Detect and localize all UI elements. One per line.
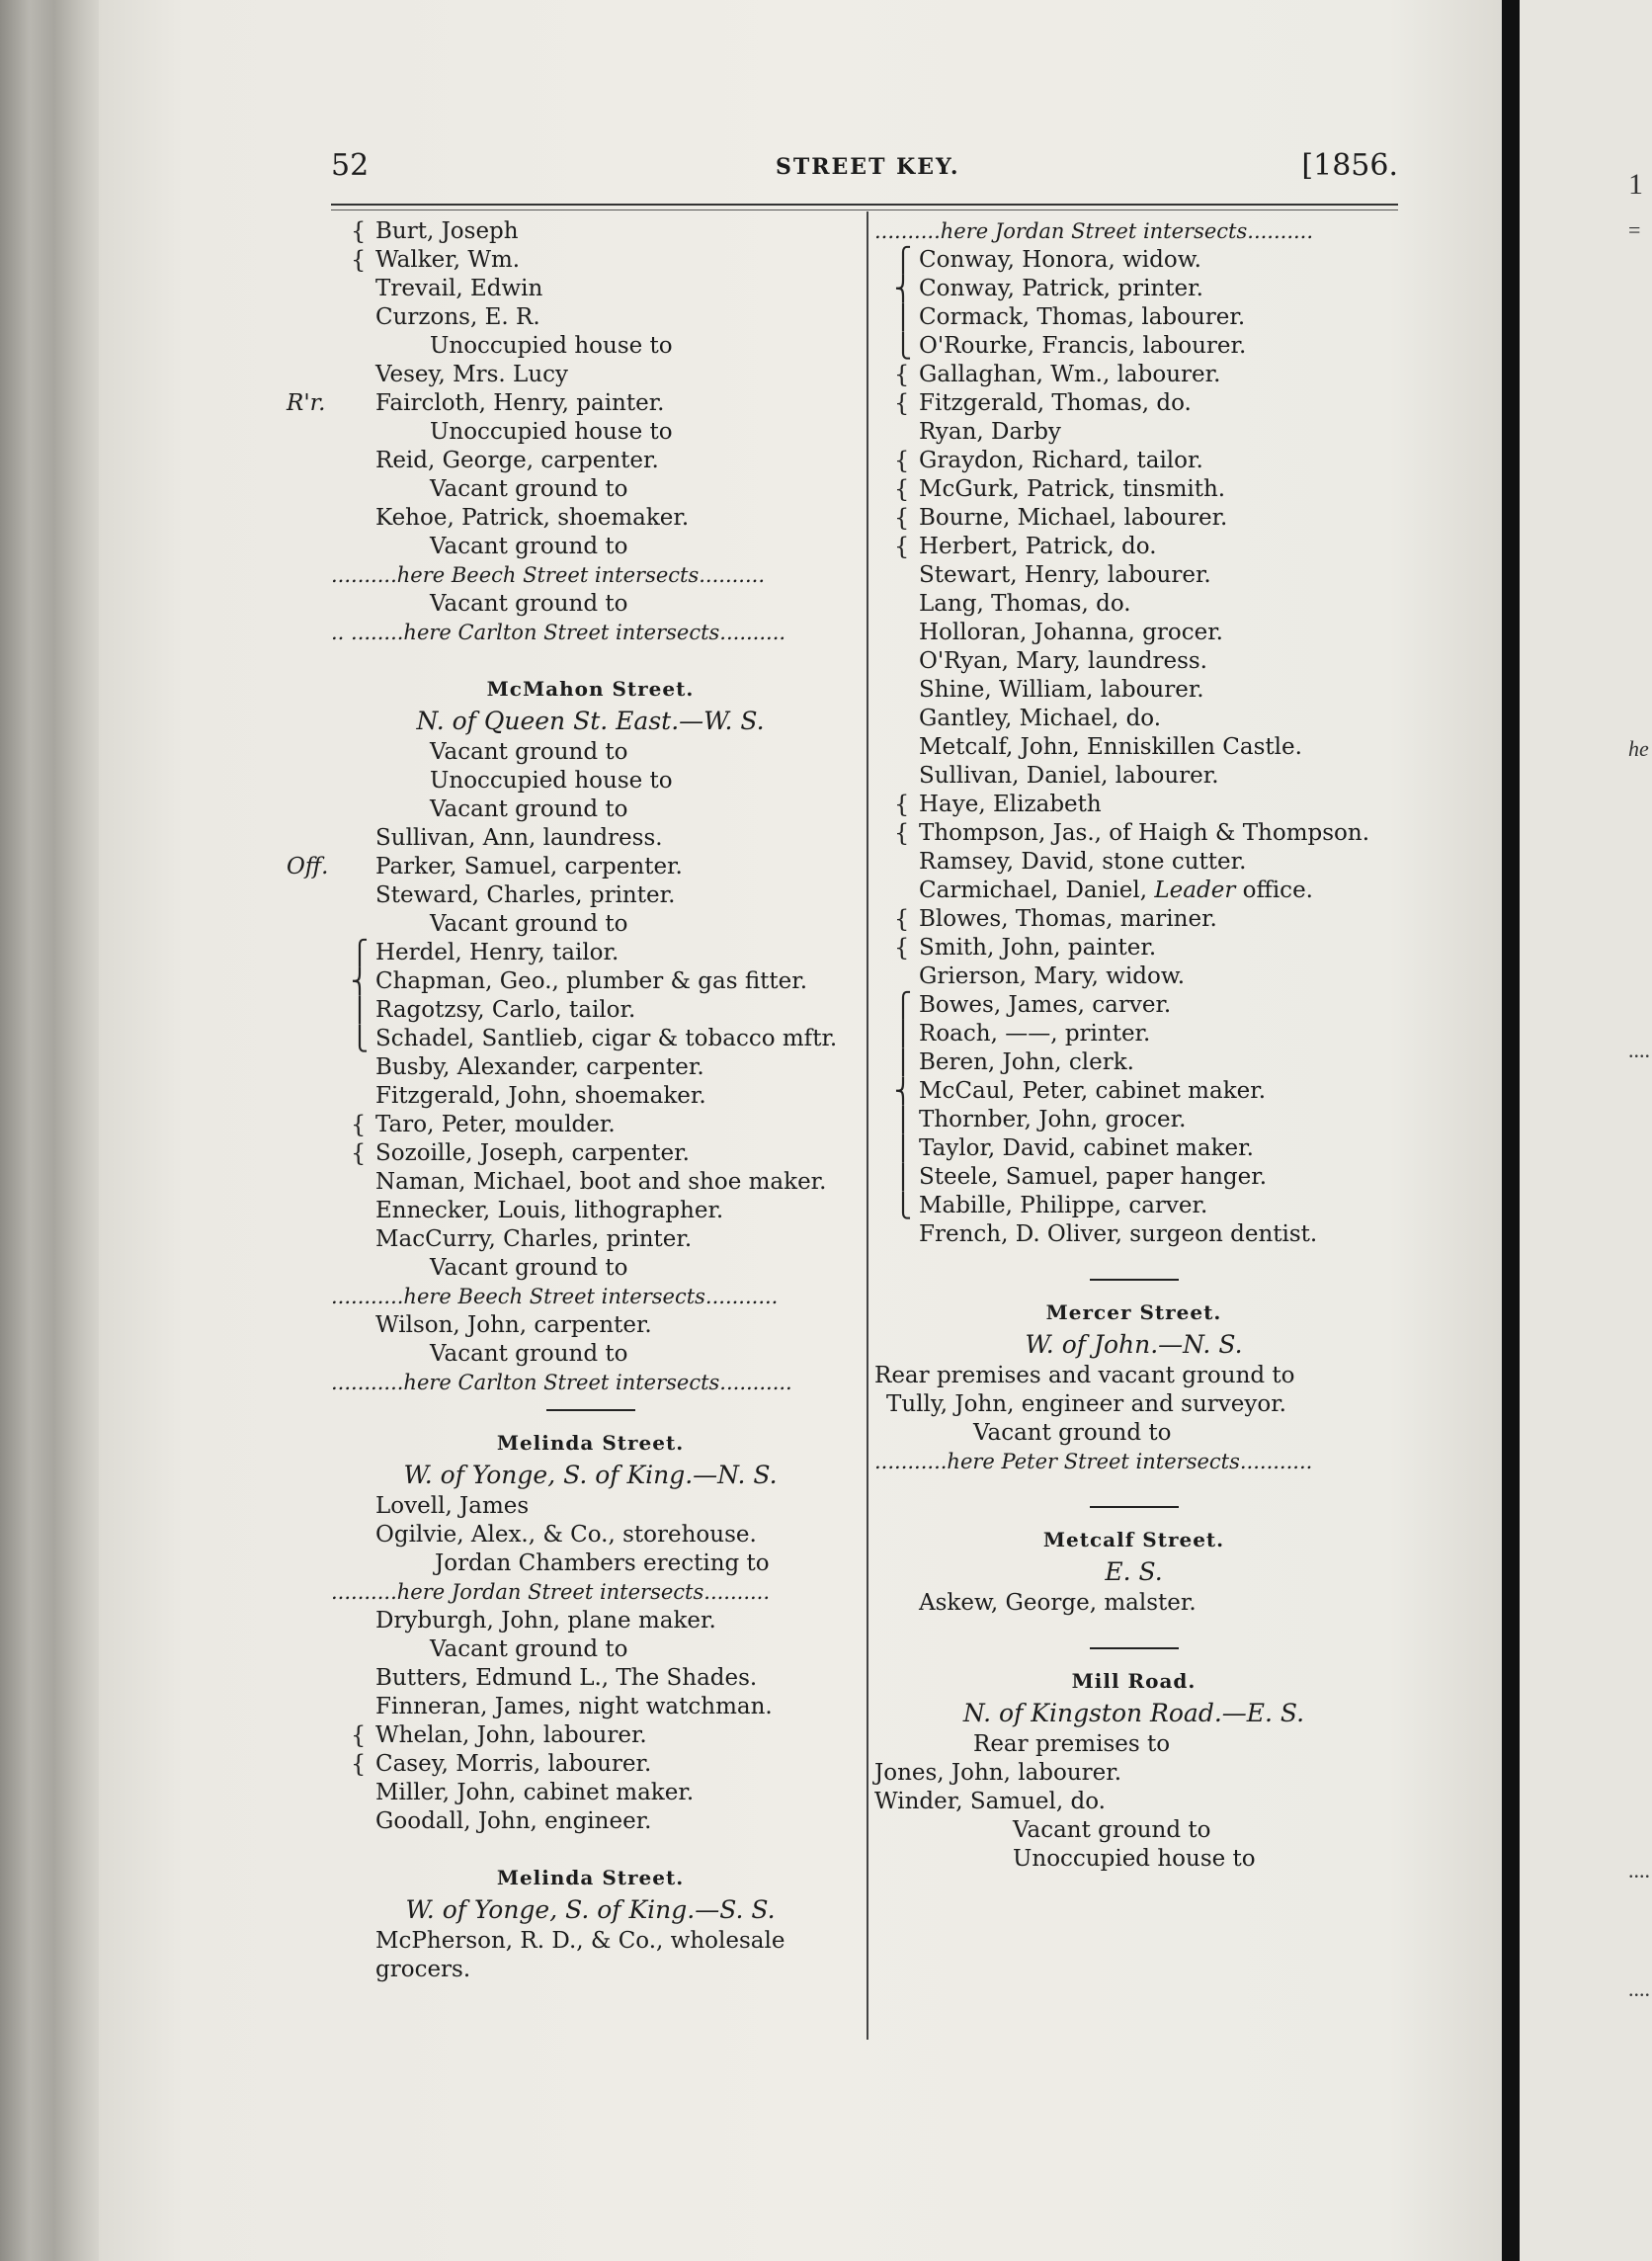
next-page-mark: = [1628, 217, 1641, 242]
entry-text: Whelan, John, labourer. [375, 1722, 647, 1748]
entry-text: Mill Road. [1071, 1669, 1197, 1693]
brace-mark: { [351, 217, 367, 245]
brace-mark: ⎪ [894, 1020, 912, 1047]
entry-text: Ogilvie, Alex., & Co., storehouse. [375, 1522, 757, 1548]
directory-entry [331, 1254, 850, 1283]
directory-entry [331, 447, 850, 475]
entry-text: Casey, Morris, labourer. [375, 1751, 652, 1777]
entry-text: Graydon, Richard, tailor. [919, 448, 1203, 473]
directory-entry [874, 1220, 1393, 1249]
directory-entry [331, 1779, 850, 1807]
page-header [331, 148, 1398, 188]
directory-entry [874, 991, 1393, 1020]
entry-text: N. of Kingston Road.—E. S. [962, 1699, 1305, 1727]
intersection-note [874, 1448, 1393, 1476]
directory-entry [874, 733, 1393, 762]
directory-entry [874, 1362, 1393, 1390]
entry-text: Grierson, Mary, widow. [919, 963, 1186, 989]
page-number: 52 [331, 148, 370, 183]
entry-text: Ramsey, David, stone cutter. [919, 849, 1247, 875]
directory-entry [874, 705, 1393, 733]
entry-text: Wilson, John, carpenter. [375, 1312, 652, 1338]
directory-entry [874, 533, 1393, 561]
directory-entry [331, 1197, 850, 1225]
entry-text: Metcalf, John, Enniskillen Castle. [919, 734, 1302, 760]
entry-text: Butters, Edmund L., The Shades. [375, 1665, 758, 1691]
brace-mark: ⎩ [894, 1192, 912, 1219]
brace-mark: { [351, 1139, 367, 1167]
brace-mark: { [894, 504, 910, 532]
directory-entry [874, 676, 1393, 705]
entry-text: Melinda Street. [496, 1866, 685, 1889]
entry-text: Faircloth, Henry, painter. [375, 390, 665, 416]
entry-text: Walker, Wm. [375, 247, 521, 273]
entry-text: Tully, John, engineer and surveyor. [886, 1391, 1286, 1417]
entry-text: Vacant ground to [430, 1341, 628, 1367]
right-column [874, 217, 1393, 1874]
next-page-mark: he [1628, 736, 1649, 761]
street-subheading [874, 1555, 1393, 1589]
entry-text: Rear premises to [973, 1731, 1171, 1757]
directory-entry [874, 561, 1393, 590]
brace-mark: { [894, 475, 910, 503]
brace-mark: ⎪ [894, 303, 912, 331]
brace-mark: { [894, 361, 910, 388]
entry-text: Winder, Samuel, do. [874, 1789, 1106, 1814]
intersection-note [874, 217, 1393, 246]
entry-text: E. S. [1105, 1557, 1163, 1586]
next-page-mark: .... [1628, 1858, 1650, 1883]
entry-text: French, D. Oliver, surgeon dentist. [919, 1221, 1318, 1247]
directory-entry [331, 1082, 850, 1111]
directory-entry [874, 877, 1393, 905]
directory-entry [331, 533, 850, 561]
directory-entry [874, 447, 1393, 475]
directory-entry [331, 1168, 850, 1197]
directory-entry [874, 418, 1393, 447]
entry-text: Thompson, Jas., of Haigh & Thompson. [919, 820, 1370, 846]
brace-mark: ⎧ [351, 939, 369, 966]
directory-entry [874, 1048, 1393, 1077]
intersection-note [331, 561, 850, 590]
directory-entry [874, 1816, 1393, 1845]
brace-mark: ⎪ [894, 1163, 912, 1191]
entry-text: Goodall, John, engineer. [375, 1808, 652, 1834]
entry-text: Gantley, Michael, do. [919, 706, 1162, 731]
book-edge [0, 0, 99, 2261]
directory-entry [331, 796, 850, 824]
entry-text: MacCurry, Charles, printer. [375, 1226, 693, 1252]
entry-text: Conway, Honora, widow. [919, 247, 1201, 273]
brace-mark: { [894, 791, 910, 818]
entry-text: Ryan, Darby [919, 419, 1061, 445]
entry-text: McMahon Street. [486, 677, 695, 701]
entry-text: ..........here Jordan Street intersects.......... [874, 219, 1314, 243]
directory-entry [874, 934, 1393, 963]
entry-text: Vacant ground to [973, 1420, 1172, 1446]
entry-text: Fitzgerald, Thomas, do. [919, 390, 1192, 416]
entry-text: Blowes, Thomas, mariner. [919, 906, 1217, 932]
entry-text: Unoccupied house to [430, 768, 673, 794]
directory-entry [331, 1607, 850, 1635]
entry-text: Unoccupied house to [430, 419, 673, 445]
brace-mark: ⎧ [894, 246, 912, 274]
entry-text: Trevail, Edwin [375, 276, 543, 301]
directory-entry [874, 1589, 1393, 1618]
section-rule [1090, 1506, 1179, 1508]
directory-entry [331, 1025, 850, 1053]
brace-mark: ⎪ [894, 1134, 912, 1162]
entry-text: Vesey, Mrs. Lucy [375, 362, 569, 387]
street-heading [331, 665, 850, 705]
directory-entry [874, 848, 1393, 877]
directory-entry [874, 791, 1393, 819]
next-page-mark: 1 [1628, 168, 1643, 201]
entry-text: Jordan Chambers erecting to [435, 1550, 770, 1576]
directory-entry [874, 819, 1393, 848]
directory-entry [874, 1077, 1393, 1106]
directory-entry [874, 475, 1393, 504]
entry-text: Sullivan, Daniel, labourer. [919, 763, 1219, 789]
next-page-edge [1520, 0, 1652, 2261]
next-page-mark: .... [1628, 1038, 1650, 1062]
directory-entry [874, 303, 1393, 332]
entry-text: Stewart, Henry, labourer. [919, 562, 1211, 588]
entry-text: Unoccupied house to [1013, 1846, 1256, 1872]
directory-entry [331, 1927, 850, 1956]
entry-text: Vacant ground to [430, 796, 628, 822]
entry-text: Taro, Peter, moulder. [375, 1112, 616, 1137]
entry-text: Smith, John, painter. [919, 935, 1157, 961]
entry-text: Mercer Street. [1045, 1300, 1222, 1324]
entry-text: Lang, Thomas, do. [919, 591, 1131, 617]
intersection-note [331, 1283, 850, 1311]
directory-entry [287, 853, 850, 881]
entry-text: Lovell, James [375, 1493, 530, 1519]
directory-entry [331, 275, 850, 303]
directory-entry [287, 389, 850, 418]
entry-text: Ennecker, Louis, lithographer. [375, 1198, 724, 1223]
directory-entry [331, 1139, 850, 1168]
directory-entry [874, 1788, 1393, 1816]
entry-text: Vacant ground to [1013, 1817, 1211, 1843]
directory-entry [874, 1390, 1393, 1419]
directory-entry [331, 1750, 850, 1779]
brace-mark: ⎨ [351, 967, 369, 995]
entry-text: Vacant ground to [430, 739, 628, 765]
directory-entry [874, 590, 1393, 619]
entry-text: Taylor, David, cabinet maker. [919, 1135, 1254, 1161]
entry-text: Kehoe, Patrick, shoemaker. [375, 505, 690, 531]
entry-text: Finneran, James, night watchman. [375, 1694, 773, 1719]
entry-text: Vacant ground to [430, 476, 628, 502]
spacer [331, 1836, 850, 1854]
directory-entry [331, 967, 850, 996]
entry-text: Curzons, E. R. [375, 304, 540, 330]
entry-text: W. of Yonge, S. of King.—N. S. [403, 1461, 778, 1489]
entry-text: Jones, John, labourer. [874, 1760, 1122, 1786]
entry-text: Roach, ——, printer. [919, 1021, 1151, 1047]
entry-text: ...........here Beech Street intersects........... [331, 1285, 779, 1308]
entry-text: Burt, Joseph [375, 218, 519, 244]
entry-text: Holloran, Johanna, grocer. [919, 620, 1223, 645]
page-year: [1856. [1301, 148, 1398, 183]
brace-mark: { [894, 905, 910, 933]
brace-mark: ⎪ [894, 1106, 912, 1133]
entry-text: Ragotzsy, Carlo, tailor. [375, 997, 636, 1023]
brace-mark: { [894, 447, 910, 474]
directory-entry [331, 418, 850, 447]
entry-text: Reid, George, carpenter. [375, 448, 659, 473]
directory-entry [331, 1549, 850, 1578]
entry-text: W. of John.—N. S. [1025, 1330, 1243, 1359]
section-rule [1090, 1279, 1179, 1281]
entry-prefix: Off. [287, 854, 329, 879]
street-subheading [874, 1697, 1393, 1730]
entry-text: Bourne, Michael, labourer. [919, 505, 1228, 531]
entry-text: Vacant ground to [430, 1255, 628, 1281]
header-rule [331, 204, 1398, 206]
brace-mark: ⎨ [894, 1077, 912, 1105]
entry-text: Vacant ground to [430, 591, 628, 617]
entry-text: Metcalf Street. [1042, 1528, 1225, 1551]
entry-text: Busby, Alexander, carpenter. [375, 1054, 704, 1080]
directory-entry [874, 905, 1393, 934]
directory-entry [331, 1053, 850, 1082]
entry-text: Parker, Samuel, carpenter. [375, 854, 683, 879]
directory-entry [331, 824, 850, 853]
entry-text: Schadel, Santlieb, cigar & tobacco mftr. [375, 1026, 838, 1051]
entry-text: Sullivan, Ann, laundress. [375, 825, 663, 851]
section-rule [546, 1409, 635, 1411]
directory-entry [874, 275, 1393, 303]
entry-text: Melinda Street. [496, 1431, 685, 1455]
directory-entry [874, 963, 1393, 991]
spacer [874, 1249, 1393, 1267]
directory-entry [331, 217, 850, 246]
directory-entry [331, 996, 850, 1025]
street-heading [874, 1657, 1393, 1697]
entry-text: Rear premises and vacant ground to [874, 1363, 1295, 1388]
directory-entry [331, 767, 850, 796]
directory-entry [331, 1956, 850, 1984]
spacer [874, 1618, 1393, 1635]
directory-entry [331, 1721, 850, 1750]
intersection-note [331, 1578, 850, 1607]
directory-entry [331, 1340, 850, 1369]
intersection-note [331, 1369, 850, 1397]
directory-entry [331, 939, 850, 967]
entry-text: Gallaghan, Wm., labourer. [919, 362, 1221, 387]
brace-mark: { [894, 533, 910, 560]
entry-text: Chapman, Geo., plumber & gas fitter. [375, 968, 808, 994]
directory-entry [331, 590, 850, 619]
directory-entry [874, 1163, 1393, 1192]
directory-entry [331, 738, 850, 767]
directory-entry [331, 1111, 850, 1139]
column-divider [867, 211, 868, 2040]
directory-entry [874, 1106, 1393, 1134]
entry-text: Fitzgerald, John, shoemaker. [375, 1083, 706, 1109]
directory-entry [874, 619, 1393, 647]
entry-text: Sozoille, Joseph, carpenter. [375, 1140, 690, 1166]
street-heading [331, 1854, 850, 1893]
entry-text: Shine, William, labourer. [919, 677, 1204, 703]
entry-text: Dryburgh, John, plane maker. [375, 1608, 716, 1633]
page-title: STREET KEY. [776, 154, 960, 180]
spacer [331, 647, 850, 665]
brace-mark: { [894, 389, 910, 417]
directory-entry [331, 1521, 850, 1549]
entry-text: Haye, Elizabeth [919, 792, 1102, 817]
spacer [874, 1476, 1393, 1494]
directory-entry [331, 1807, 850, 1836]
entry-text: Cormack, Thomas, labourer. [919, 304, 1246, 330]
directory-entry [331, 361, 850, 389]
brace-mark: { [351, 1721, 367, 1749]
entry-text: W. of Yonge, S. of King.—S. S. [405, 1895, 776, 1924]
directory-entry [331, 332, 850, 361]
brace-mark: ⎨ [894, 275, 912, 302]
directory-entry [874, 246, 1393, 275]
entry-text: ..........here Jordan Street intersects.......... [331, 1580, 771, 1604]
entry-text: ...........here Carlton Street intersects........... [331, 1371, 792, 1394]
entry-text: O'Rourke, Francis, labourer. [919, 333, 1247, 359]
entry-text: ...........here Peter Street intersects........... [874, 1450, 1313, 1473]
street-subheading [331, 1893, 850, 1927]
directory-entry [874, 1419, 1393, 1448]
directory-entry [874, 1730, 1393, 1759]
section-rule [1090, 1647, 1179, 1649]
entry-text: Herbert, Patrick, do. [919, 534, 1157, 559]
directory-entry [331, 1225, 850, 1254]
header-rule [331, 209, 1398, 210]
directory-entry [874, 762, 1393, 791]
directory-entry [874, 1759, 1393, 1788]
entry-text: Steward, Charles, printer. [375, 882, 676, 908]
entry-text: Thornber, John, grocer. [919, 1107, 1187, 1132]
brace-mark: { [351, 246, 367, 274]
brace-mark: { [351, 1111, 367, 1138]
brace-mark: { [351, 1750, 367, 1778]
entry-text: Carmichael, Daniel, Leader office. [919, 878, 1313, 903]
entry-text: McGurk, Patrick, tinsmith. [919, 476, 1226, 502]
entry-text: Steele, Samuel, paper hanger. [919, 1164, 1268, 1190]
directory-entry [331, 246, 850, 275]
book-gutter [1502, 0, 1520, 2261]
entry-text: Conway, Patrick, printer. [919, 276, 1203, 301]
brace-mark: ⎪ [894, 1048, 912, 1076]
directory-entry [331, 303, 850, 332]
directory-entry [331, 475, 850, 504]
entry-text: Miller, John, cabinet maker. [375, 1780, 695, 1805]
street-heading [874, 1516, 1393, 1555]
entry-text: McCaul, Peter, cabinet maker. [919, 1078, 1267, 1104]
entry-text: Vacant ground to [430, 1636, 628, 1662]
directory-entry [331, 1664, 850, 1693]
street-subheading [331, 1459, 850, 1492]
directory-entry [874, 1020, 1393, 1048]
intersection-note [331, 619, 850, 647]
directory-entry [331, 504, 850, 533]
entry-text: O'Ryan, Mary, laundress. [919, 648, 1207, 674]
directory-entry [331, 1693, 850, 1721]
entry-text: Askew, George, malster. [919, 1590, 1197, 1616]
next-page-mark: .... [1628, 1976, 1650, 2001]
brace-mark: ⎪ [351, 996, 369, 1024]
brace-mark: ⎩ [894, 332, 912, 360]
entry-text: ..........here Beech Street intersects.......... [331, 563, 766, 587]
entry-text: Unoccupied house to [430, 333, 673, 359]
directory-entry [331, 881, 850, 910]
entry-prefix: R'r. [287, 390, 326, 416]
directory-entry [331, 1635, 850, 1664]
entry-text: Naman, Michael, boot and shoe maker. [375, 1169, 827, 1195]
entry-text: McPherson, R. D., & Co., wholesale [375, 1928, 785, 1954]
entry-text: Beren, John, clerk. [919, 1049, 1134, 1075]
brace-mark: ⎩ [351, 1025, 369, 1052]
directory-entry [874, 1134, 1393, 1163]
street-heading [331, 1419, 850, 1459]
street-heading [874, 1289, 1393, 1328]
directory-entry [331, 1492, 850, 1521]
directory-entry [874, 389, 1393, 418]
street-subheading [874, 1328, 1393, 1362]
entry-text: Bowes, James, carver. [919, 992, 1172, 1018]
brace-mark: { [894, 934, 910, 962]
entry-text: Vacant ground to [430, 911, 628, 937]
directory-entry [874, 1845, 1393, 1874]
directory-entry [874, 1192, 1393, 1220]
directory-entry [331, 1311, 850, 1340]
entry-text: .. ........here Carlton Street intersects.......... [331, 621, 786, 644]
street-subheading [331, 705, 850, 738]
directory-entry [874, 504, 1393, 533]
entry-text: Mabille, Philippe, carver. [919, 1193, 1208, 1218]
entry-text: Vacant ground to [430, 534, 628, 559]
directory-entry [331, 910, 850, 939]
left-column [287, 217, 850, 1984]
brace-mark: { [894, 819, 910, 847]
entry-text: grocers. [375, 1957, 471, 1982]
entry-text: Herdel, Henry, tailor. [375, 940, 620, 965]
directory-entry [874, 332, 1393, 361]
brace-mark: ⎧ [894, 991, 912, 1019]
directory-entry [874, 647, 1393, 676]
entry-text: N. of Queen St. East.—W. S. [416, 707, 765, 735]
directory-entry [874, 361, 1393, 389]
